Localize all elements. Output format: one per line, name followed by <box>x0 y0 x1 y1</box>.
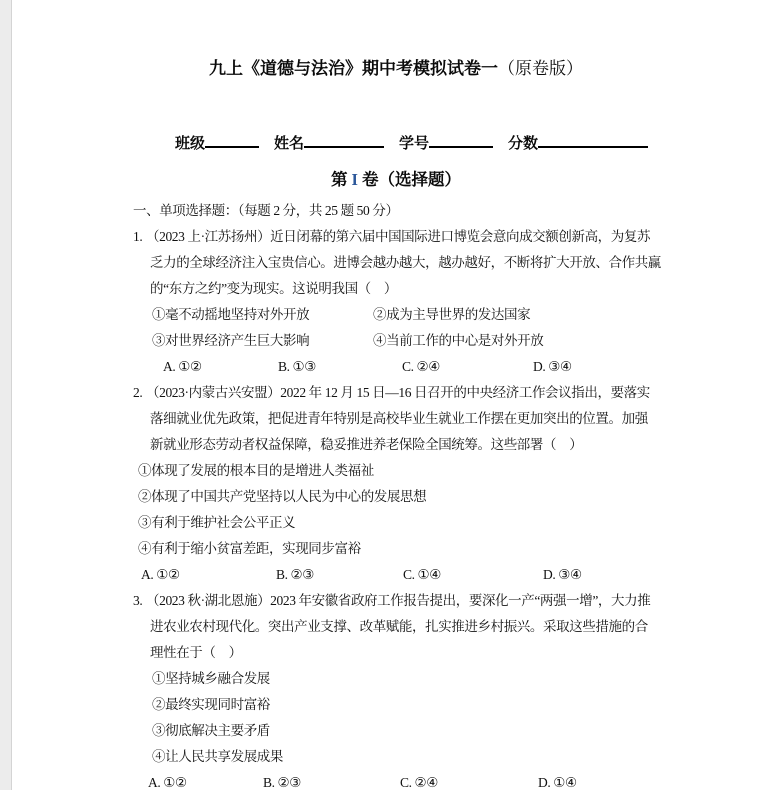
question-2-option-row-1 <box>133 458 659 484</box>
question-1-option-2: ②成为主导世界的发达国家 <box>373 307 531 322</box>
section-heading: 一、单项选择题：（每题 2 分，共 25 题 50 分） <box>133 203 399 218</box>
question-2-choice-b: B. ②③ <box>276 567 314 582</box>
question-2-stem-text: （2023·内蒙古兴安盟）2022 年 12 月 15 日—16 日召开的中央经济工作会议指出，要落实 <box>146 385 650 400</box>
student-info-line <box>175 131 659 153</box>
exam-title-main: 九上《道德与法治》期中考模拟试卷一 <box>209 59 498 78</box>
info-field-name <box>274 136 384 152</box>
question-3-stem-line-1 <box>133 588 659 614</box>
score-blank-line <box>538 131 648 148</box>
info-field-score <box>508 136 648 152</box>
info-field-studentid <box>399 136 493 152</box>
question-1-number: 1. <box>133 229 143 244</box>
question-2-stem-line-1 <box>133 380 659 406</box>
question-3-option-2: ②最终实现同时富裕 <box>152 697 270 712</box>
question-3-option-row-2 <box>133 692 659 718</box>
question-3-number: 3. <box>133 593 143 608</box>
studentid-blank-line <box>429 131 493 148</box>
question-2-number: 2. <box>133 385 143 400</box>
question-2-choice-a: A. ①② <box>141 567 180 582</box>
question-2-option-row-4 <box>133 536 659 562</box>
question-2-choice-d: D. ③④ <box>543 567 582 582</box>
question-1-stem-text: （2023 上·江苏扬州）近日闭幕的第六届中国国际进口博览会意向成交额创新高，为复苏 <box>146 229 651 244</box>
question-2-stem-line-3: 新就业形态劳动者权益保障，稳妥推进养老保险全国统筹。这些部署（ ） <box>150 437 583 452</box>
question-3-choices-row <box>133 770 659 790</box>
question-2-choice-c: C. ①④ <box>403 567 441 582</box>
question-3-stem-line-3: 理性在于（ ） <box>150 645 242 660</box>
question-1-choice-a: A. ①② <box>163 359 202 374</box>
question-2-option-row-3 <box>133 510 659 536</box>
question-1-option-3: ③对世界经济产生巨大影响 <box>152 333 310 348</box>
class-blank-line <box>205 131 259 148</box>
question-3-option-row-4 <box>133 744 659 770</box>
exam-title <box>133 58 659 80</box>
question-3-choice-d: D. ①④ <box>538 775 577 790</box>
question-2-option-4: ④有利于缩小贫富差距，实现同步富裕 <box>138 541 361 556</box>
question-1-choices-row <box>133 354 659 380</box>
studentid-label: 学号 <box>399 136 430 152</box>
question-1-stem-line-2: 乏力的全球经济注入宝贵信心。进博会越办越大，越办越好，不断将扩大开放、合作共赢 <box>150 255 661 270</box>
question-2-option-row-2 <box>133 484 659 510</box>
question-1-choice-b: B. ①③ <box>278 359 316 374</box>
question-2-option-3: ③有利于维护社会公平正义 <box>138 515 296 530</box>
question-3-choice-a: A. ①② <box>148 775 187 790</box>
question-3-choice-b: B. ②③ <box>263 775 301 790</box>
info-field-class <box>175 136 259 152</box>
exam-page <box>11 0 766 790</box>
question-1-choice-c: C. ②④ <box>402 359 440 374</box>
part1-suffix: 卷（选择题） <box>361 170 461 189</box>
question-1-stem-line-3: 的“东方之约”变为现实。这说明我国（ ） <box>150 281 397 296</box>
question-1-option-row-1 <box>133 302 659 328</box>
question-2-choices-row <box>133 562 659 588</box>
question-1 <box>133 224 659 380</box>
question-1-option-1: ①毫不动摇地坚持对外开放 <box>152 307 310 322</box>
question-1-option-row-2 <box>133 328 659 354</box>
part1-prefix: 第 <box>331 170 348 189</box>
question-1-choice-d: D. ③④ <box>533 359 572 374</box>
question-3-option-row-1 <box>133 666 659 692</box>
question-2-stem-line-2: 落细就业优先政策，把促进青年特别是高校毕业生就业工作摆在更加突出的位置。加强 <box>150 411 648 426</box>
name-label: 姓名 <box>274 136 305 152</box>
question-2 <box>133 380 659 588</box>
question-3-option-1: ①坚持城乡融合发展 <box>152 671 270 686</box>
viewer-left-gutter <box>0 0 11 790</box>
question-3-choice-c: C. ②④ <box>400 775 438 790</box>
question-3-stem-text: （2023 秋·湖北恩施）2023 年安徽省政府工作报告提出，要深化一产“两强一增”，大力推 <box>146 593 651 608</box>
question-1-option-4: ④当前工作的中心是对外开放 <box>373 333 544 348</box>
score-label: 分数 <box>508 136 539 152</box>
question-3-option-row-3 <box>133 718 659 744</box>
question-3-option-4: ④让人民共享发展成果 <box>152 749 283 764</box>
question-3-option-3: ③彻底解决主要矛盾 <box>152 723 270 738</box>
question-2-option-1: ①体现了发展的根本目的是增进人类福祉 <box>138 463 374 478</box>
question-3 <box>133 588 659 790</box>
exam-title-edition: （原卷版） <box>498 59 583 78</box>
part1-numeral: I <box>351 170 358 189</box>
part1-header <box>133 169 659 191</box>
class-label: 班级 <box>175 136 206 152</box>
questions-body <box>133 198 659 790</box>
page-content <box>133 0 659 790</box>
name-blank-line <box>304 131 384 148</box>
question-1-stem-line-1 <box>133 224 659 250</box>
question-2-option-2: ②体现了中国共产党坚持以人民为中心的发展思想 <box>138 489 427 504</box>
question-3-stem-line-2: 进农业农村现代化。突出产业支撑、改革赋能，扎实推进乡村振兴。采取这些措施的合 <box>150 619 648 634</box>
